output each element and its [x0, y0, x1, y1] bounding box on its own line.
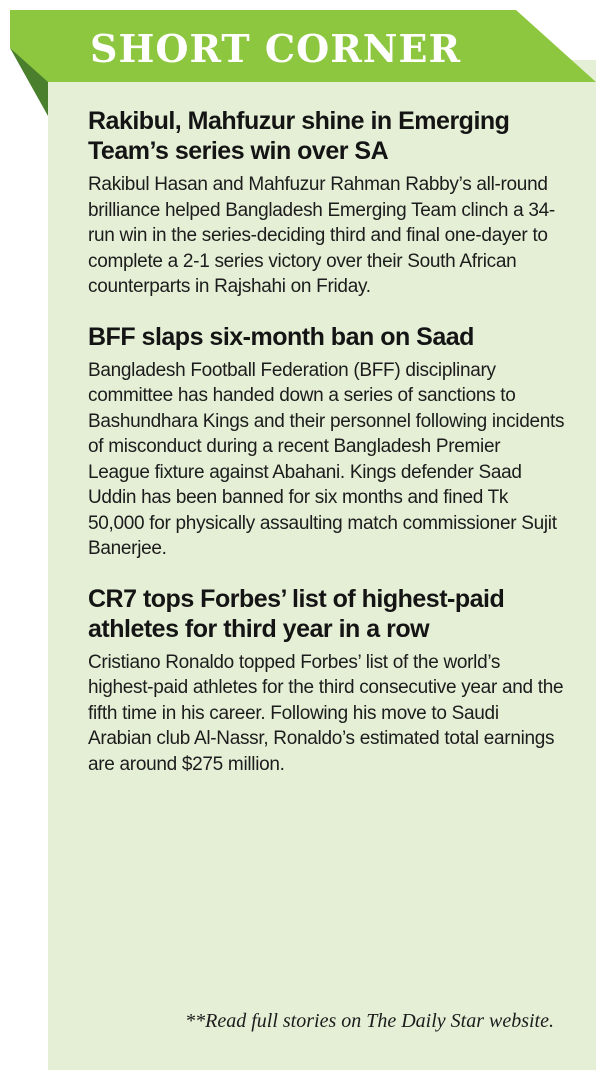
page-title: SHORT CORNER	[90, 26, 462, 71]
header-banner	[10, 10, 604, 82]
story-headline: CR7 tops Forbes’ list of highest-paid athletes for third year in a row	[88, 584, 505, 643]
story-list	[88, 106, 566, 799]
footnote: **Read full stories on The Daily Star website.	[185, 1010, 554, 1032]
story-item	[88, 106, 566, 300]
story-body: Bangladesh Football Federation (BFF) disciplinary committee has handed down a series of sanctions to Bashundhara Kings and their personnel following incidents of misconduct during a recent Bangladesh Premier League fixture against Abahani. Kings defender Saad Uddin has been banned for six months and fined Tk 50,000 for physically assaulting match commissioner Sujit Banerjee.	[88, 359, 565, 559]
story-body: Cristiano Ronaldo topped Forbes’ list of the world’s highest-paid athletes for the third consecutive year and the fifth time in his career. Following his move to Saudi Arabian club Al-Nassr, Ronaldo’s estimated total earnings are around $275 million.	[88, 651, 564, 775]
story-item	[88, 322, 566, 562]
story-headline: Rakibul, Mahfuzur shine in Emerging Team’s series win over SA	[88, 107, 510, 165]
story-item	[88, 584, 566, 778]
story-body: Rakibul Hasan and Mahfuzur Rahman Rabby’s all-round brilliance helped Bangladesh Emerging Team clinch a 34-run win in the series-deciding third and final one-dayer to complete a 2-1 series victory over their South African counterparts in Rajshahi on Friday.	[88, 174, 555, 297]
story-headline: BFF slaps six-month ban on Saad	[88, 322, 474, 351]
